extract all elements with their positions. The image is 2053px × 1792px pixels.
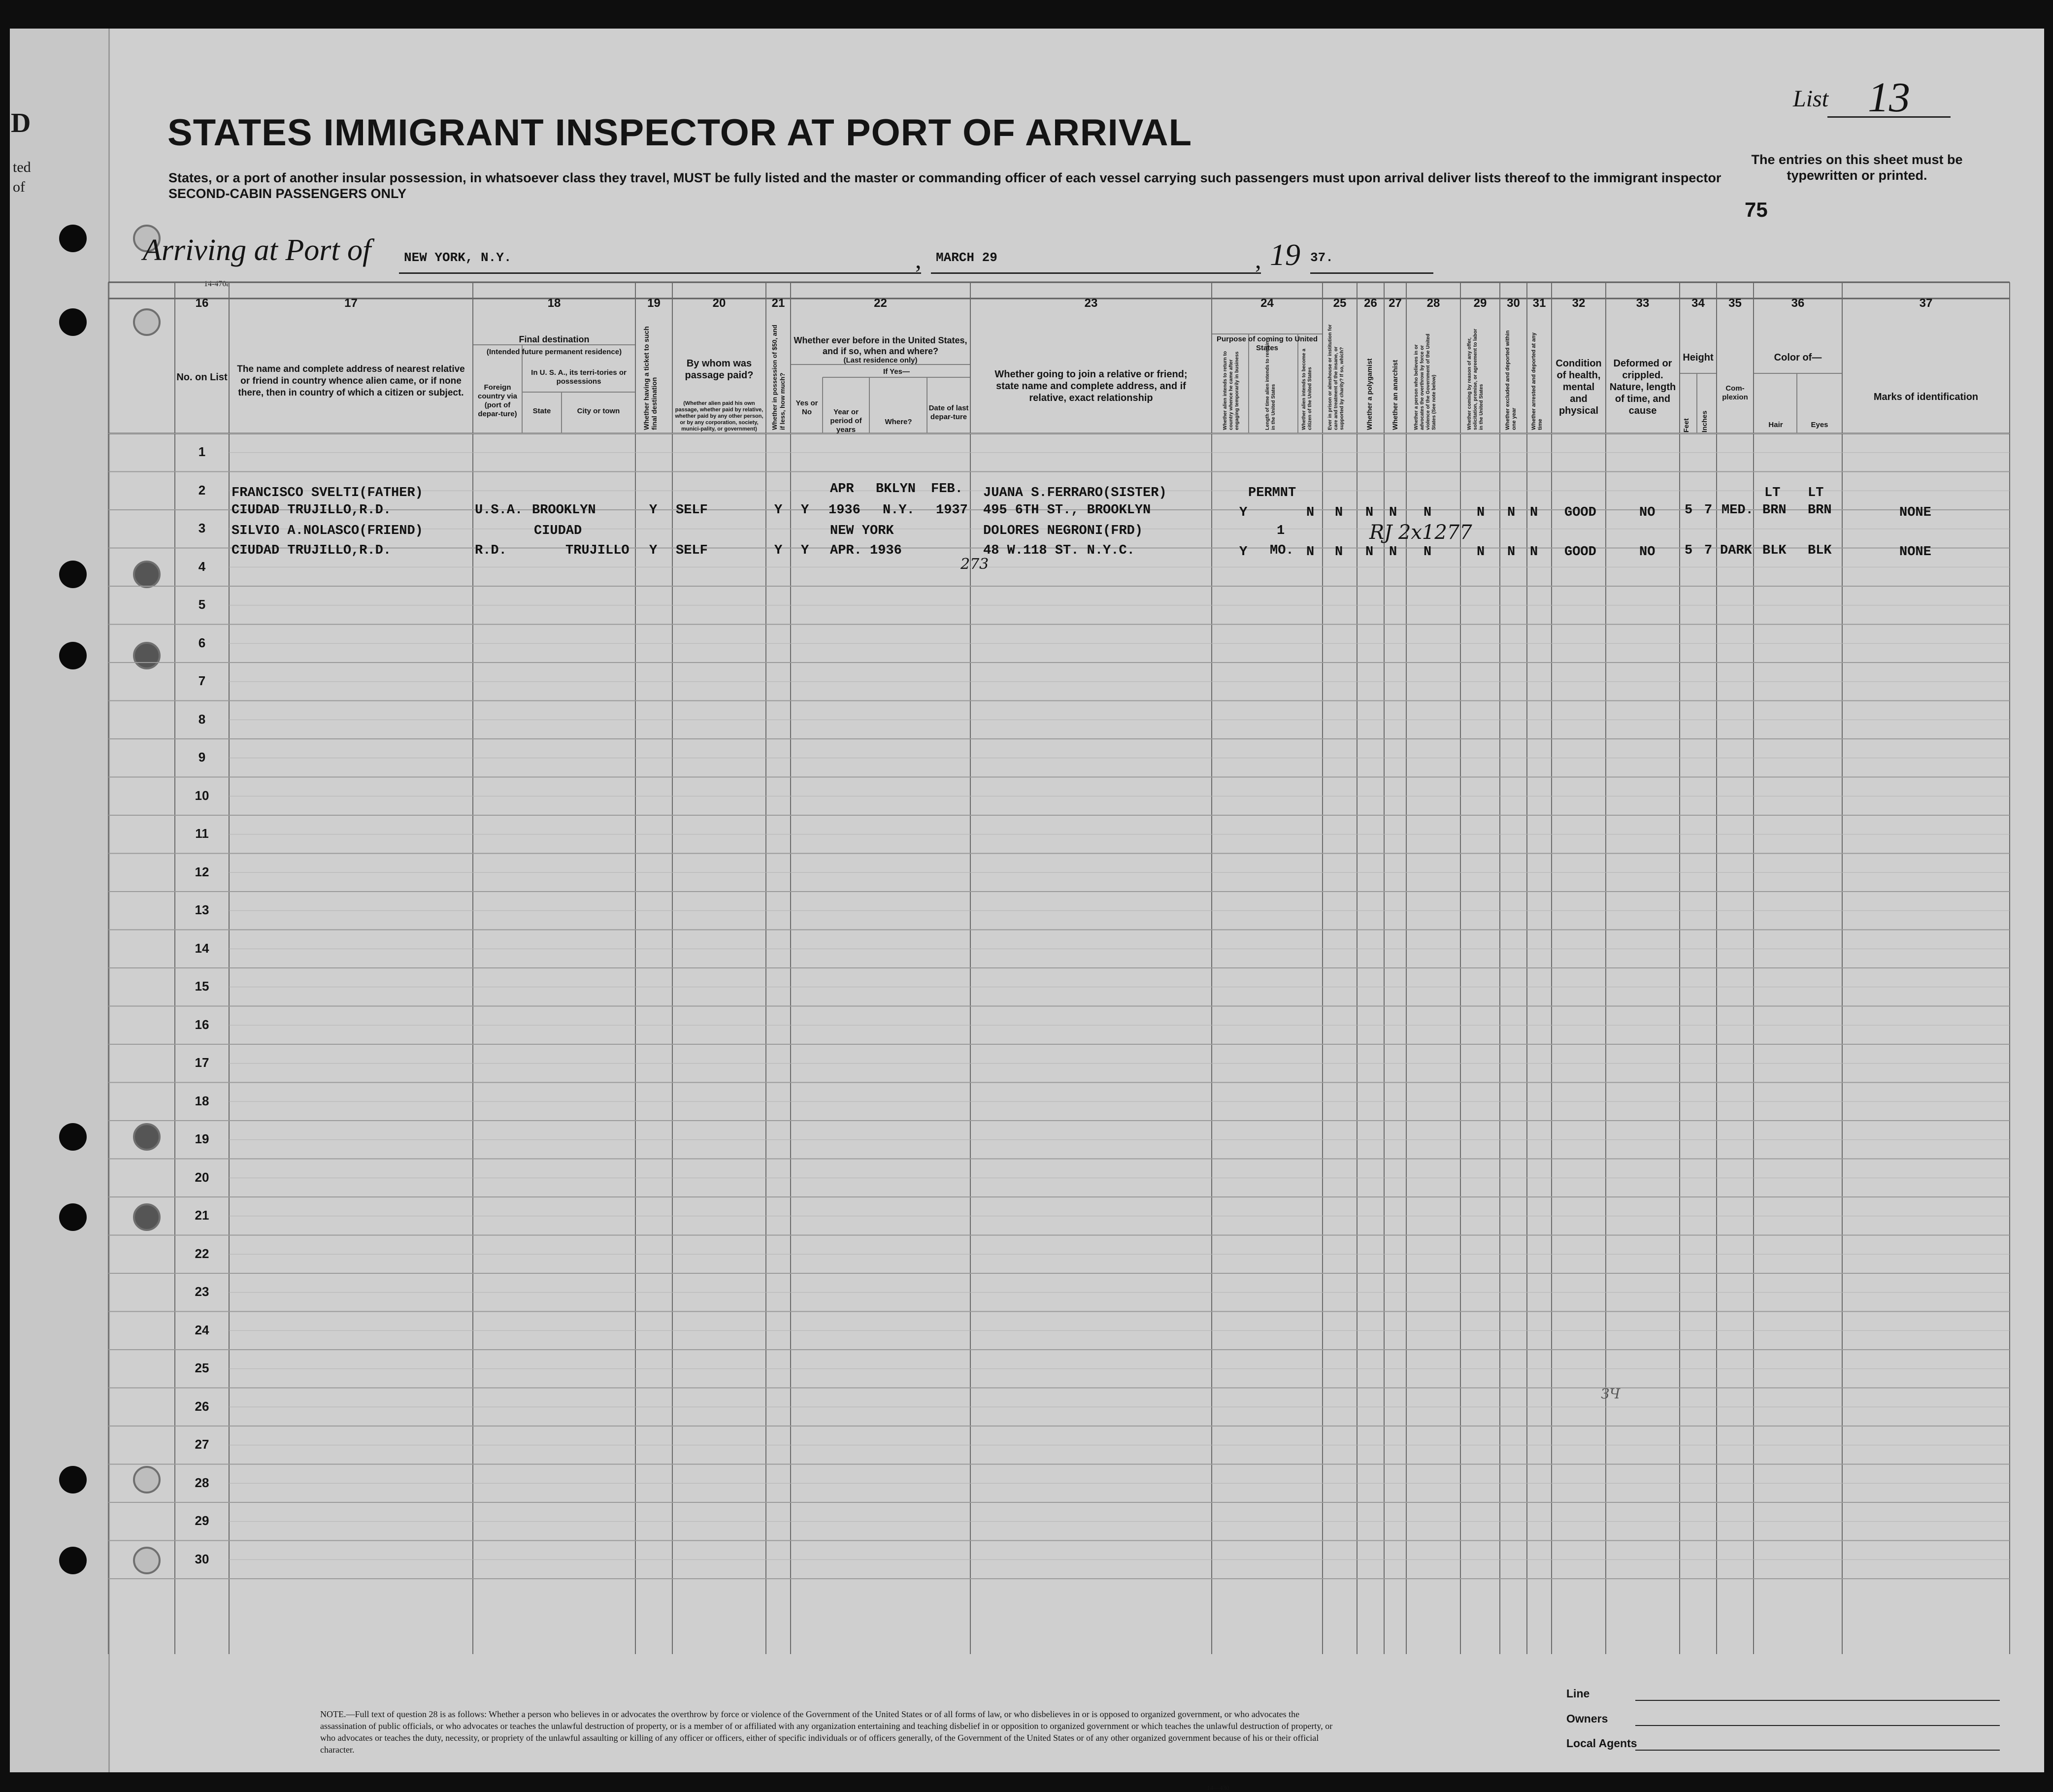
row-number: 2 — [198, 482, 206, 498]
row-number: 8 — [198, 711, 206, 727]
column-number: 24 — [1260, 297, 1274, 310]
column-number: 18 — [547, 297, 561, 310]
header-city: City or town — [577, 407, 620, 415]
header-hair: Hair — [1768, 421, 1783, 429]
entry2-length-line1: 1 — [1277, 524, 1285, 538]
row-number: 25 — [195, 1361, 209, 1375]
entry1-hair-line2: BRN — [1762, 503, 1787, 518]
class-line: SECOND-CABIN PASSENGERS ONLY — [168, 186, 407, 201]
header-purpose-return: Whether alien intends to return to country whence he came after engaging temporarily in business — [1223, 351, 1240, 430]
entry1-complexion: MED. — [1722, 503, 1754, 518]
local-agents-label: Local Agents — [1566, 1737, 1637, 1750]
entry1-labor: N — [1477, 505, 1485, 520]
column-number: 20 — [712, 297, 726, 310]
entry1-where-line1: BKLYN — [876, 482, 916, 497]
entry1-departure-line1: FEB. — [931, 482, 963, 497]
entry2-deformed: NO — [1639, 545, 1656, 560]
header-no-on-list: No. on List — [176, 372, 228, 383]
page-subtitle: States, or a port of another insular possession, in whatsoever class they travel, MUST be fully listed and the master or commanding officer of each vessel carrying such passengers must upon arrival deliver lists thereof to the immigrant inspector — [168, 170, 1722, 185]
row-number: 18 — [195, 1093, 209, 1108]
entry1-departure-line2: 1937 — [936, 503, 968, 518]
entry1-polygamist: N — [1365, 505, 1374, 520]
entry1-foreign-country: U.S.A. — [475, 503, 523, 518]
column-number: 26 — [1364, 297, 1377, 310]
comma-separator: , — [1255, 246, 1261, 273]
row-number: 21 — [195, 1208, 209, 1223]
header-join-relative: Whether going to join a relative or friend; state name and complete address, and if relative, exact relationship — [994, 369, 1188, 403]
header-date-departure: Date of last depar-ture — [928, 404, 969, 421]
entry1-fifty: Y — [774, 503, 783, 518]
header-eyes: Eyes — [1811, 421, 1828, 429]
entry1-relative-name: FRANCISCO SVELTI(FATHER) — [232, 486, 423, 500]
header-height: Height — [1683, 352, 1714, 363]
entry1-year-line2: 1936 — [828, 503, 861, 518]
entry2-ticket: Y — [649, 543, 658, 558]
entry2-relative-name: SILVIO A.NOLASCO(FRIEND) — [232, 524, 423, 538]
row-number: 22 — [195, 1246, 209, 1261]
column-number: 25 — [1333, 297, 1347, 310]
column-number: 17 — [344, 297, 358, 310]
row-number: 13 — [195, 902, 209, 917]
entry1-purpose-return: Y — [1239, 505, 1248, 520]
entry2-arrested: N — [1530, 545, 1538, 560]
manifest-page — [10, 29, 2044, 1792]
column-number: 22 — [874, 297, 887, 310]
column-number: 28 — [1426, 297, 1440, 310]
line-label: Line — [1566, 1687, 1590, 1700]
header-complexion: Com-plexion — [1722, 384, 1748, 401]
form-code: 14-470a — [204, 280, 230, 288]
entry2-overthrow: N — [1424, 545, 1432, 560]
entry2-anarchist: N — [1389, 545, 1397, 560]
entry1-hair-line1: LT — [1764, 486, 1781, 500]
entry2-polygamist: N — [1365, 545, 1374, 560]
arriving-label: Arriving at Port of — [143, 233, 371, 267]
entry1-join-name: JUANA S.FERRARO(SISTER) — [983, 486, 1167, 500]
row-number: 12 — [195, 864, 209, 879]
row-number: 26 — [195, 1398, 209, 1414]
column-number: 27 — [1389, 297, 1402, 310]
header-passage-paid-note: (Whether alien paid his own passage, whether paid by relative, whether paid by any other person, or by any corporation, society, munici-pality, or government) — [675, 400, 763, 432]
header-if-yes: If Yes— — [883, 367, 910, 376]
row-number: 7 — [198, 673, 206, 688]
header-anarchist: Whether an anarchist — [1391, 360, 1399, 430]
entry2-relative-address: CIUDAD TRUJILLO,R.D. — [232, 543, 392, 558]
header-overthrow: Whether a person who believes in or advocates the overthrow by force or violence of the Government of the United States (See note below) — [1414, 333, 1437, 430]
form-number: 14—430 — [1207, 1784, 1229, 1792]
entry1-relative-address: CIUDAD TRUJILLO,R.D. — [232, 503, 392, 518]
header-arrested: Whether arrested and deported at any time — [1531, 332, 1543, 430]
entry2-purpose-return: Y — [1239, 545, 1248, 560]
entry2-join-address: 48 W.118 ST. N.Y.C. — [983, 543, 1135, 558]
handwritten-code: RJ 2x1277 — [1369, 521, 1472, 544]
margin-fragment: D — [11, 108, 31, 138]
row-number: 29 — [195, 1513, 209, 1528]
column-number: 21 — [771, 297, 785, 310]
entry1-arrested: N — [1530, 505, 1538, 520]
header-purpose-length: Length of time alien intends to remain in the United States — [1265, 341, 1276, 430]
row-number: 10 — [195, 788, 209, 803]
entry2-city-line1: CIUDAD — [534, 524, 582, 538]
entry1-before: Y — [801, 503, 809, 518]
header-purpose-citizen: Whether alien intends to become a citizen of the United States — [1301, 348, 1313, 430]
row-number: 9 — [198, 750, 206, 764]
row-number: 20 — [195, 1169, 209, 1185]
row-number: 11 — [195, 826, 209, 841]
entry1-purpose-citizen: N — [1306, 505, 1315, 520]
entry1-where-line2: N.Y. — [883, 503, 915, 518]
margin-fragment: of — [13, 179, 25, 195]
header-ticket: Whether having a ticket to such final destination — [642, 326, 658, 430]
row-number: 1 — [198, 444, 206, 459]
row-number: 28 — [195, 1475, 209, 1490]
entry2-inches: 7 — [1704, 543, 1713, 558]
entry1-deformed: NO — [1639, 505, 1656, 520]
entry1-health: GOOD — [1564, 505, 1596, 520]
column-number: 36 — [1791, 297, 1805, 310]
entry1-paid-by: SELF — [676, 503, 708, 518]
header-passage-paid: By whom was passage paid? — [685, 358, 754, 381]
header-ever-before: Whether ever before in the United States, and if so, when and where? — [794, 335, 967, 356]
column-number: 35 — [1728, 297, 1742, 310]
entry1-join-address: 495 6TH ST., BROOKLYN — [983, 503, 1151, 518]
entry2-year: APR. 1936 — [830, 543, 902, 558]
entry2-complexion: DARK — [1720, 543, 1752, 558]
handwritten-scribble: ЗЧ — [1601, 1386, 1621, 1402]
typewriter-instructions: The entries on this sheet must be typewritten or printed. — [1751, 152, 1963, 183]
entry1-eyes-line1: LT — [1808, 486, 1824, 500]
entry2-length-line2: MO. — [1270, 543, 1294, 558]
entry2-prison: N — [1335, 545, 1343, 560]
entry2-before: Y — [801, 543, 809, 558]
entry2-paid-by: SELF — [676, 543, 708, 558]
row-number: 15 — [195, 979, 209, 994]
header-excluded: Whether excluded and deported within one year — [1505, 330, 1517, 430]
row-number: 4 — [198, 559, 206, 574]
owners-field — [1635, 1725, 2000, 1726]
column-number: 37 — [1919, 297, 1933, 310]
header-marks: Marks of identification — [1873, 392, 1979, 402]
column-number: 33 — [1636, 297, 1650, 310]
header-where: Where? — [885, 418, 912, 426]
header-in-usa: In U. S. A., its terri-tories or possessions — [531, 368, 627, 386]
header-last-residence: (Last residence only) — [843, 356, 918, 365]
entry1-overthrow: N — [1424, 505, 1432, 520]
entry2-eyes: BLK — [1808, 543, 1832, 558]
header-deformed: Deformed or crippled. Nature, length of time, and cause — [1609, 358, 1676, 416]
entry2-marks: NONE — [1899, 545, 1931, 560]
list-number: 13 — [1827, 77, 1951, 118]
header-state: State — [532, 407, 551, 415]
row-number: 3 — [198, 521, 206, 535]
entry1-excluded: N — [1507, 505, 1516, 520]
header-foreign-country: Foreign country via (port of depar-ture) — [477, 383, 518, 418]
entry1-year-line1: APR — [830, 482, 854, 497]
entry2-feet: 5 — [1685, 543, 1693, 558]
entry1-marks: NONE — [1899, 505, 1931, 520]
entry2-excluded: N — [1507, 545, 1516, 560]
row-number: 23 — [195, 1284, 209, 1299]
entry1-purpose: PERMNT — [1248, 486, 1296, 500]
table-grid — [10, 29, 2044, 1772]
sheet-count: 75 — [1745, 198, 1768, 221]
row-number: 24 — [195, 1322, 209, 1337]
column-number: 29 — [1473, 297, 1487, 310]
row-number: 5 — [198, 597, 206, 612]
column-number: 16 — [195, 297, 209, 310]
column-number: 30 — [1507, 297, 1520, 310]
row-number: 30 — [195, 1551, 209, 1566]
local-agents-field — [1635, 1750, 2000, 1751]
header-final-destination: Final destination — [519, 334, 590, 344]
row-number: 14 — [195, 940, 209, 956]
list-label: List — [1793, 86, 1829, 112]
entry2-fifty: Y — [774, 543, 783, 558]
column-number: 23 — [1084, 297, 1098, 310]
margin-fragment: ted — [13, 159, 31, 175]
header-health: Condition of health, mental and physical — [1556, 358, 1602, 416]
header-polygamist: Whether a polygamist — [1365, 358, 1373, 430]
entry1-feet: 5 — [1685, 503, 1693, 518]
entry1-inches: 7 — [1704, 503, 1713, 518]
entry1-prison: N — [1335, 505, 1343, 520]
entry1-eyes-line2: BRN — [1808, 503, 1832, 518]
header-yes-no: Yes or No — [795, 399, 818, 416]
year-prefix: 19 — [1270, 238, 1300, 272]
owners-label: Owners — [1566, 1712, 1608, 1725]
column-number: 32 — [1572, 297, 1586, 310]
header-final-destination-note: (Intended future permanent residence) — [486, 348, 622, 356]
column-number: 19 — [647, 297, 661, 310]
row-number: 19 — [195, 1131, 209, 1146]
header-color-of: Color of— — [1774, 352, 1822, 363]
header-feet: Feet — [1682, 418, 1690, 432]
comma-separator: , — [915, 246, 922, 273]
entry2-join-name: DOLORES NEGRONI(FRD) — [983, 524, 1143, 538]
column-number: 34 — [1691, 297, 1705, 310]
question-28-note: NOTE.—Full text of question 28 is as follows: Whether a person who believes in or advocates the overthrow by force or violence of the Government of the United States or of all forms of law, or who disbelieves in or is opposed to organized government, or who advocates the assassination of public officials, or who advocates or teaches the unlawful destruction of property, or is a member of or affiliated with any organization entertaining and teaching disbelief in or opposition to organized government or which teaches the unlawful destruction of property, or who advocates or teaches the duty, necessity, or propriety of the unlawful assaulting or killing of any officer or officers, either of specific individuals or of officers generally, of the Government of the United States or of any other organized government because of his or their official character. — [320, 1709, 1333, 1755]
port-field: NEW YORK, N.Y. — [399, 248, 921, 274]
date-field: MARCH 29 — [931, 248, 1261, 274]
entry1-city: BROOKLYN — [532, 503, 596, 518]
header-year: Year or period of years — [830, 408, 862, 434]
header-nearest-relative: The name and complete address of nearest relative or friend in country whence alien came, or if none there, then in country of which a citizen or subject. — [237, 364, 465, 398]
entry1-ticket: Y — [649, 503, 658, 518]
header-labor-offer: Whether coming by reason of any offer, solicitation, promise, or agreement to labor in the United States — [1467, 329, 1484, 430]
entry2-health: GOOD — [1564, 545, 1596, 560]
header-fifty-dollars: Whether in possession of $50, and if less, how much? — [771, 325, 786, 430]
entry2-foreign-country: R.D. — [475, 543, 507, 558]
entry2-city-line2: TRUJILLO — [565, 543, 629, 558]
year-field: 37. — [1310, 248, 1433, 274]
entry1-anarchist: N — [1389, 505, 1397, 520]
page-title: STATES IMMIGRANT INSPECTOR AT PORT OF ARRIVAL — [167, 112, 1192, 154]
header-inches: Inches — [1700, 410, 1708, 432]
column-number: 31 — [1532, 297, 1546, 310]
entry2-hair: BLK — [1762, 543, 1787, 558]
header-purpose: Purpose of coming to United States — [1217, 335, 1318, 352]
entry2-labor: N — [1477, 545, 1485, 560]
entry2-purpose-citizen: N — [1306, 545, 1315, 560]
row-number: 17 — [195, 1055, 209, 1070]
line-field — [1635, 1700, 2000, 1701]
handwritten-note: 273 — [960, 556, 989, 573]
row-number: 6 — [198, 635, 206, 650]
row-number: 16 — [195, 1017, 209, 1032]
entry2-where-line1: NEW YORK — [830, 524, 894, 538]
row-number: 27 — [195, 1437, 209, 1452]
header-prison: Ever in prison or almshouse or institution for care and treatment of the insane, or supported by charity? If so, which? — [1327, 324, 1345, 430]
